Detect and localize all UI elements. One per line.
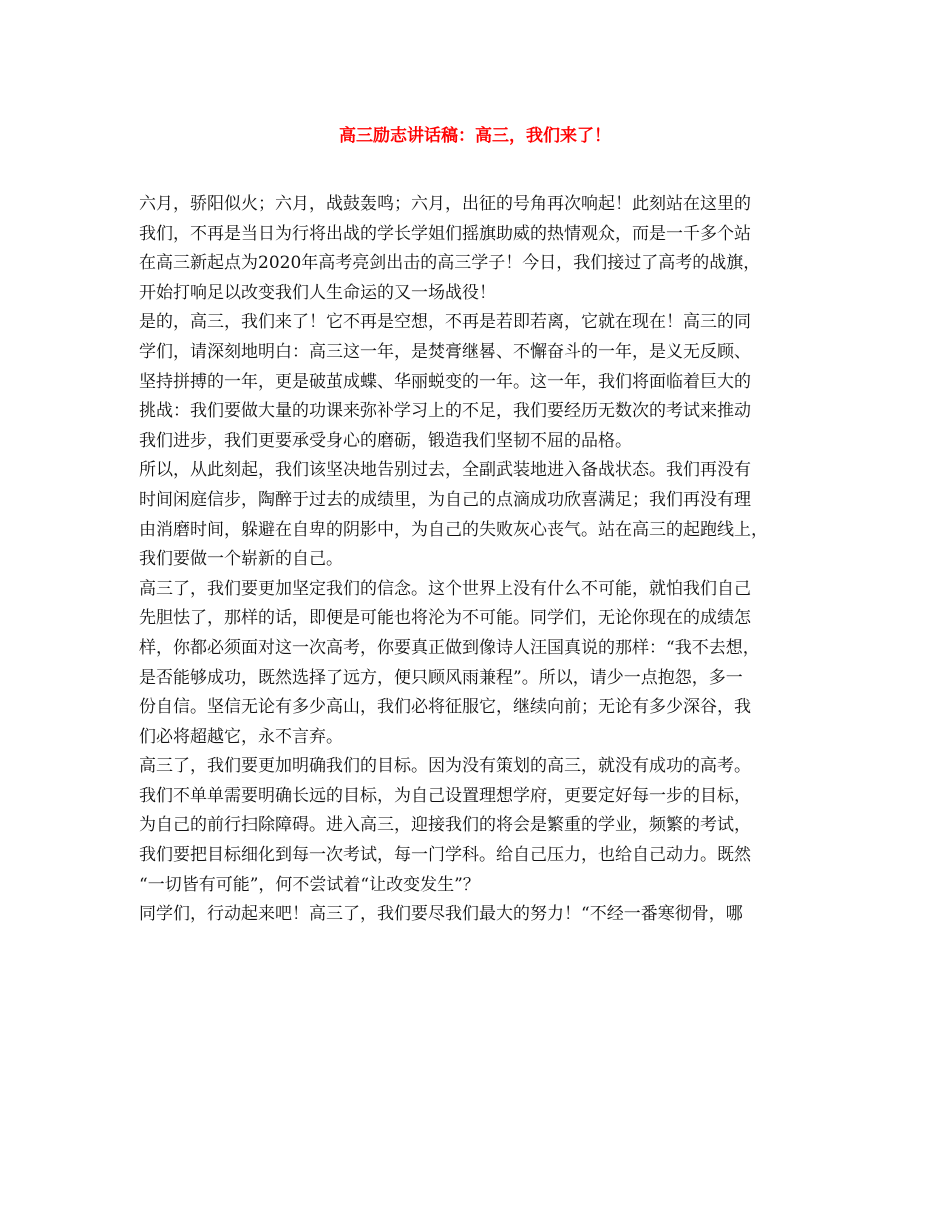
text-line: 开始打响足以改变我们人生命运的又一场战役！ xyxy=(139,282,496,303)
text-line: 坚持拼搏的一年，更是破茧成蝶、华丽蜕变的一年。这一年，我们将面临着巨大的 xyxy=(139,371,751,392)
text-line: 所以，从此刻起，我们该坚决地告别过去，全副武装地进入备战状态。我们再没有 xyxy=(139,460,751,481)
text-line: 为自己的前行扫除障碍。进入高三，迎接我们的将会是繁重的学业，频繁的考试， xyxy=(139,815,751,836)
text-line: 在高三新起点为2020年高考亮剑出击的高三学子！今日，我们接过了高考的战旗， xyxy=(139,253,761,274)
text-line: 时间闲庭信步，陶醉于过去的成绩里，为自己的点滴成功欣喜满足；我们再没有理 xyxy=(139,489,751,510)
text-line: 挑战：我们要做大量的功课来弥补学习上的不足，我们要经历无数次的考试来推动 xyxy=(139,401,751,422)
document-body xyxy=(139,190,839,930)
text-line: 是否能够成功，既然选择了远方，便只顾风雨兼程”。所以，请少一点抱怨，多一 xyxy=(139,667,743,688)
text-line: 是的，高三，我们来了！它不再是空想，不再是若即若离，它就在现在！高三的同 xyxy=(139,312,751,333)
text-line: 我们要做一个崭新的自己。 xyxy=(139,549,343,570)
text-line: 高三了，我们要更加明确我们的目标。因为没有策划的高三，就没有成功的高考。 xyxy=(139,756,751,777)
text-line: 样，你都必须面对这一次高考，你要真正做到像诗人汪国真说的那样：“我不去想， xyxy=(139,637,760,658)
text-line: “一切皆有可能”，何不尝试着“让改变发生”？ xyxy=(139,874,480,895)
text-line: 们必将超越它，永不言弃。 xyxy=(139,726,343,747)
text-line: 先胆怯了，那样的话，即便是可能也将沦为不可能。同学们，无论你现在的成绩怎 xyxy=(139,608,751,629)
text-line: 我们要把目标细化到每一次考试，每一门学科。给自己压力，也给自己动力。既然 xyxy=(139,845,751,866)
text-line: 份自信。坚信无论有多少高山，我们必将征服它，继续向前；无论有多少深谷，我 xyxy=(139,697,751,718)
document-title: 高三励志讲话稿：高三，我们来了！ xyxy=(339,126,611,146)
text-line: 由消磨时间，躲避在自卑的阴影中，为自己的失败灰心丧气。站在高三的起跑线上， xyxy=(139,519,768,540)
text-line: 同学们，行动起来吧！高三了，我们要尽我们最大的努力！“不经一番寒彻骨，哪 xyxy=(139,904,743,925)
text-line: 我们，不再是当日为行将出战的学长学姐们摇旗助威的热情观众，而是一千多个站 xyxy=(139,223,751,244)
text-line: 六月，骄阳似火；六月，战鼓轰鸣；六月，出征的号角再次响起！此刻站在这里的 xyxy=(139,194,751,214)
text-line: 我们不单单需要明确长远的目标，为自己设置理想学府，更要定好每一步的目标， xyxy=(139,785,751,806)
text-line: 我们进步，我们更要承受身心的磨砺，锻造我们坚韧不屈的品格。 xyxy=(139,430,632,451)
text-line: 高三了，我们要更加坚定我们的信念。这个世界上没有什么不可能，就怕我们自己 xyxy=(139,578,751,599)
text-line: 学们，请深刻地明白：高三这一年，是焚膏继晷、不懈奋斗的一年，是义无反顾、 xyxy=(139,341,751,362)
